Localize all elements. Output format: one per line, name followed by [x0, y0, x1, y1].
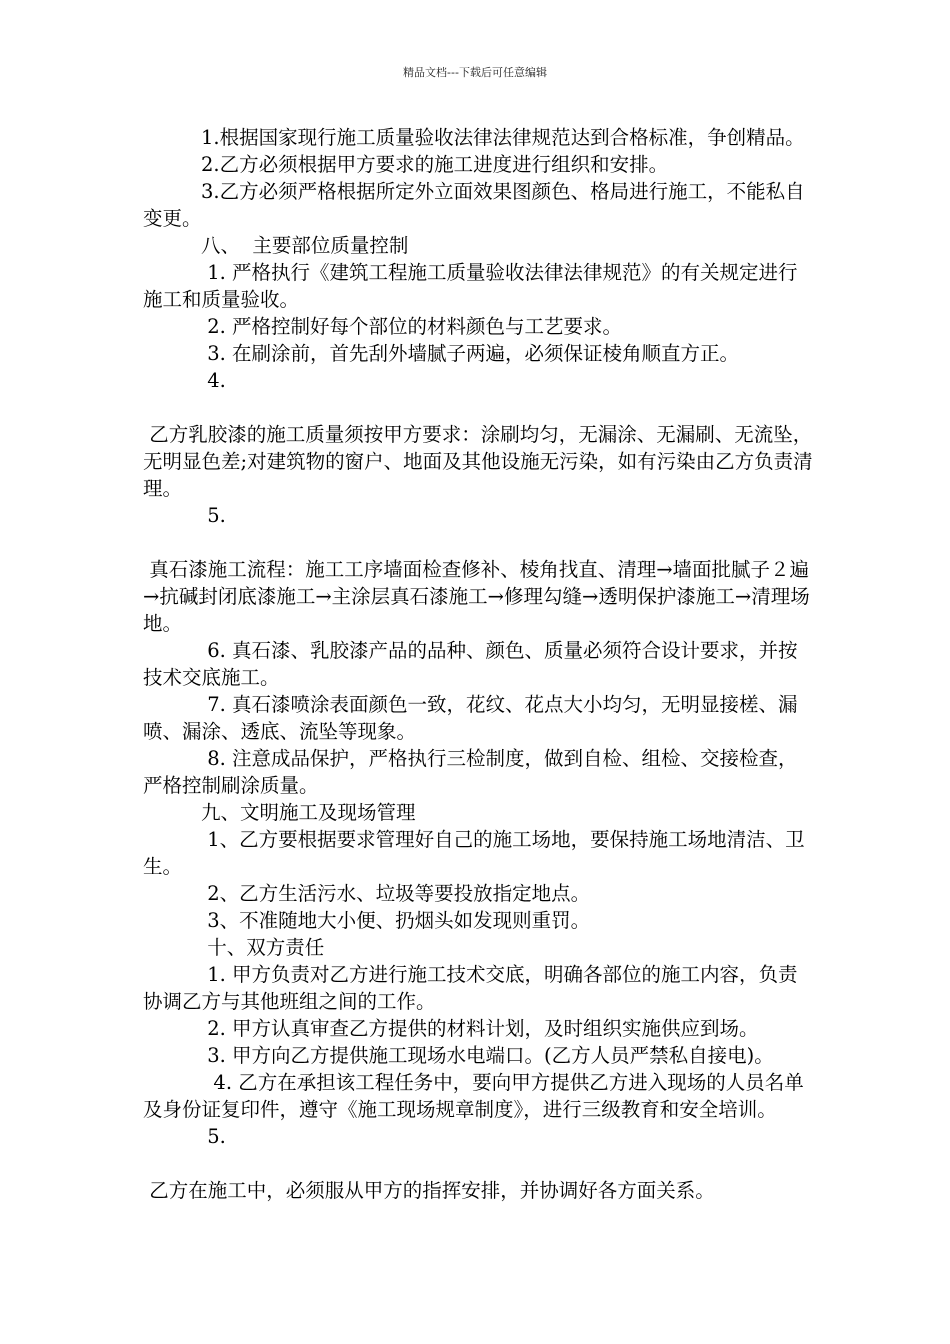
paragraph: 6. 真石漆、乳胶漆产品的品种、颜色、质量必须符合设计要求，并按技术交底施工。	[143, 639, 798, 689]
paragraph: 3. 甲方向乙方提供施工现场水电端口。(乙方人员严禁私自接电)。	[201, 1044, 774, 1067]
paragraph: 1. 甲方负责对乙方进行施工技术交底，明确各部位的施工内容，负责协调乙方与其他班组之间的工作。	[143, 963, 798, 1013]
paragraph: 2. 严格控制好每个部位的材料颜色与工艺要求。	[201, 315, 623, 338]
paragraph: 真石漆施工流程：施工工序墙面检查修补、棱角找直、清理→墙面批腻子２遍→抗碱封闭底漆施工→主涂层真石漆施工→修理勾缝→透明保护漆施工→清理场地。	[143, 558, 810, 635]
paragraph: 8. 注意成品保护，严格执行三检制度，做到自检、组检、交接检查，严格控制刷涂质量。	[143, 747, 798, 797]
paragraph: 2.乙方必须根据甲方要求的施工进度进行组织和安排。	[201, 153, 669, 176]
paragraph: 5.	[201, 1125, 226, 1148]
paragraph: 3. 在刷涂前，首先刮外墙腻子两遍，必须保证棱角顺直方正。	[201, 342, 740, 365]
blank-line	[143, 529, 813, 556]
paragraph: 2、乙方生活污水、垃圾等要投放指定地点。	[201, 882, 591, 905]
paragraph: 十、双方责任	[201, 936, 325, 959]
paragraph: 1.根据国家现行施工质量验收法律法律规范达到合格标准，争创精品。	[201, 126, 805, 149]
page-header: 精品文档---下载后可任意编辑	[403, 66, 547, 79]
paragraph: 4.	[201, 369, 226, 392]
paragraph: 7. 真石漆喷涂表面颜色一致，花纹、花点大小均匀，无明显接槎、漏喷、漏涂、透底、流坠等现象。	[143, 693, 798, 743]
paragraph: 1. 严格执行《建筑工程施工质量验收法律法律规范》的有关规定进行施工和质量验收。	[143, 261, 798, 311]
paragraph: 3、不准随地大小便、扔烟头如发现则重罚。	[201, 909, 591, 932]
paragraph: 1、乙方要根据要求管理好自己的施工场地，要保持施工场地清洁、卫生。	[143, 828, 805, 878]
paragraph: 乙方在施工中，必须服从甲方的指挥安排，并协调好各方面关系。	[143, 1179, 715, 1202]
blank-line	[143, 394, 813, 421]
paragraph: 2. 甲方认真审查乙方提供的材料计划，及时组织实施供应到场。	[201, 1017, 759, 1040]
paragraph: 3.乙方必须严格根据所定外立面效果图颜色、格局进行施工，不能私自变更。	[143, 180, 805, 230]
paragraph: 4. 乙方在承担该工程任务中，要向甲方提供乙方进入现场的人员名单及身份证复印件，遵守《施工现场规章制度》，进行三级教育和安全培训。	[143, 1071, 804, 1121]
blank-line	[143, 1150, 813, 1177]
paragraph: 九、文明施工及现场管理	[201, 801, 416, 824]
paragraph: 八、 主要部位质量控制	[201, 234, 409, 257]
paragraph: 乙方乳胶漆的施工质量须按甲方要求：涂刷均匀，无漏涂、无漏刷、无流坠，无明显色差;对建筑物的窗户、地面及其他设施无污染，如有污染由乙方负责清理。	[143, 423, 813, 500]
paragraph: 5.	[201, 504, 226, 527]
document-body	[143, 124, 813, 1204]
